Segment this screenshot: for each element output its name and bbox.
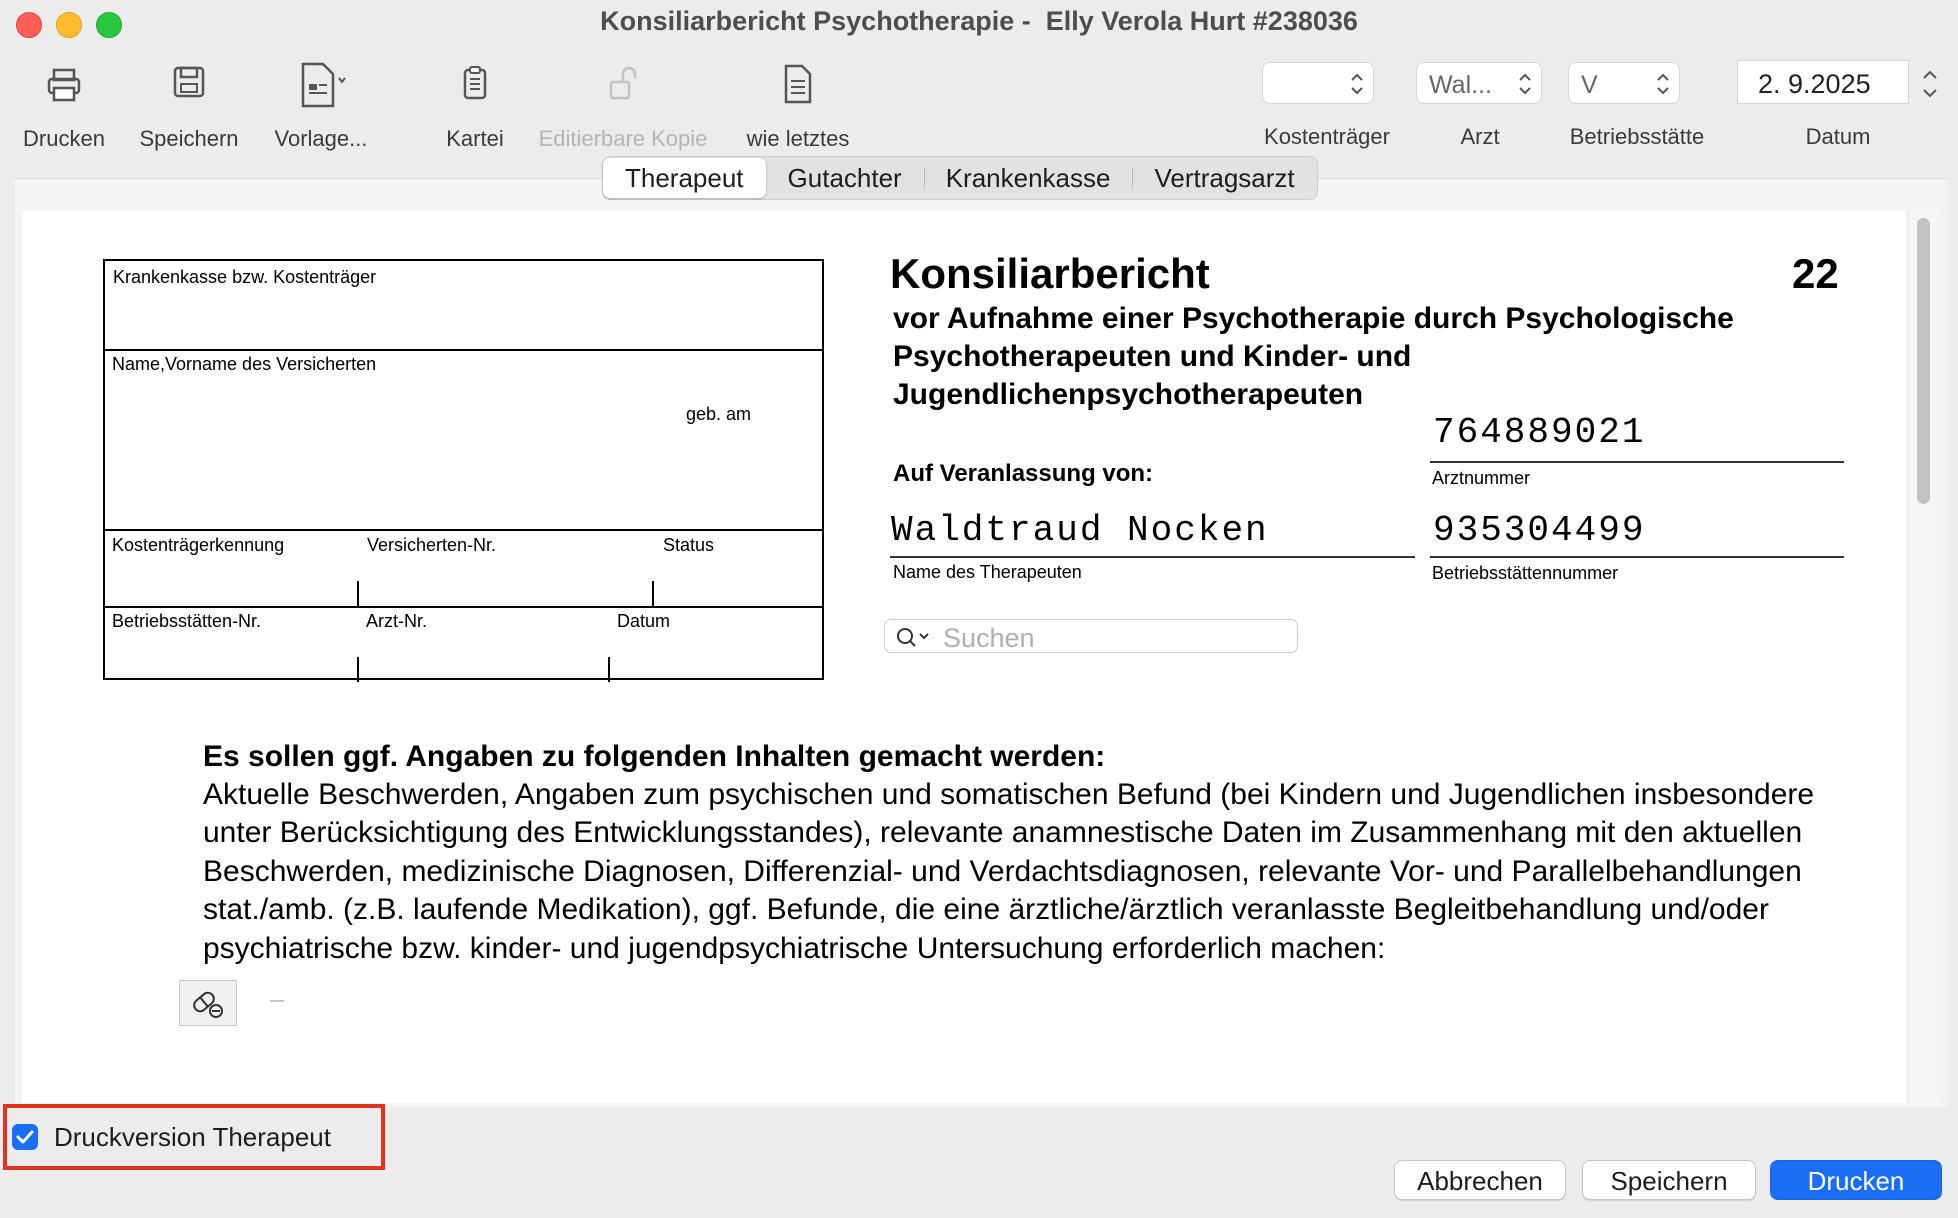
arzt-label: Arzt bbox=[1460, 124, 1500, 149]
therapeut-name-label: Name des Therapeuten bbox=[893, 562, 1082, 582]
tab-gutachter[interactable]: Gutachter bbox=[787, 163, 902, 193]
editable-copy-toolbar-button[interactable] bbox=[532, 58, 714, 152]
save-toolbar-button[interactable] bbox=[134, 58, 244, 152]
arztnummer-value[interactable]: 764889021 bbox=[1433, 412, 1646, 453]
print-button[interactable]: Drucken bbox=[1770, 1160, 1942, 1200]
divider bbox=[105, 606, 822, 608]
document-subtitle: vor Aufnahme einer Psychotherapie durch Psychologische Psychotherapeuten und Kinder- und Jugendlichenpsychotherapeuten bbox=[893, 302, 1734, 411]
datum-label: Datum bbox=[1805, 124, 1871, 149]
print-version-checkbox[interactable] bbox=[12, 1124, 38, 1150]
save-toolbar-label: Speichern bbox=[139, 126, 239, 151]
updown-chevron-icon bbox=[1517, 69, 1533, 99]
scrollbar-thumb[interactable] bbox=[1917, 218, 1930, 504]
kartei-toolbar-button[interactable] bbox=[440, 58, 510, 152]
betriebsstaette-select[interactable] bbox=[1568, 62, 1680, 104]
updown-chevron-icon bbox=[1655, 69, 1671, 99]
underline bbox=[1430, 461, 1844, 463]
form-number: 22 bbox=[1792, 250, 1839, 297]
save-disk-icon bbox=[169, 58, 209, 110]
search-icon bbox=[895, 626, 935, 648]
divider bbox=[105, 349, 822, 351]
title-bar bbox=[0, 0, 1958, 46]
search-field[interactable] bbox=[884, 619, 1298, 653]
divider bbox=[105, 529, 822, 531]
divider bbox=[608, 657, 610, 682]
therapeut-name-value[interactable]: Waldtraud Nocken bbox=[891, 510, 1269, 551]
unlock-icon bbox=[603, 58, 643, 110]
search-placeholder: Suchen bbox=[943, 623, 1035, 653]
print-version-label[interactable]: Druckversion Therapeut bbox=[54, 1122, 331, 1152]
geb-label: geb. am bbox=[686, 404, 752, 424]
like-last-toolbar-label: wie letztes bbox=[746, 126, 850, 151]
template-toolbar-label: Vorlage... bbox=[274, 126, 368, 151]
printer-icon bbox=[44, 58, 84, 110]
section-text: Aktuelle Beschwerden, Angaben zum psychischen und somatischen Befund (bei Kindern und Jugendlichen insbesondere unter Berücksichtigung des Entwicklungsstandes), relevante anamnestische Daten im Zusammenhang mit den aktuellen Beschwerden, medizinische Diagnosen, Differenzial- und Verdachtsdiagnosen, relevante Vor- und Parallelbehandlungen stat./amb. (z.B. laufende Medikation), ggf. Befunde, die eine ärztliche/ärztlich veranlasste Begleitbehandlung und/oder psychiatrische bzw. kinder- und jugendpsychiatrische Untersuchung erforderlich machen: bbox=[203, 778, 1815, 965]
document-title: Konsiliarbericht bbox=[890, 250, 1210, 297]
editable-copy-toolbar-label: Editierbare Kopie bbox=[538, 126, 708, 151]
cancel-button[interactable]: Abbrechen bbox=[1394, 1160, 1566, 1200]
clipboard-icon bbox=[455, 58, 495, 110]
section-title: Es sollen ggf. Angaben zu folgenden Inhalten gemacht werden: bbox=[203, 740, 1106, 773]
betriebsstaette-label: Betriebsstätte bbox=[1569, 124, 1705, 149]
template-document-icon bbox=[291, 58, 351, 110]
date-field[interactable]: 2. 9.2025 bbox=[1737, 60, 1909, 104]
divider bbox=[357, 657, 359, 682]
underline bbox=[1430, 556, 1844, 558]
betriebsstaetten-nr-label: Betriebsstätten-Nr. bbox=[112, 611, 262, 631]
tab-vertragsarzt[interactable]: Vertragsarzt bbox=[1132, 158, 1316, 198]
insert-text-button[interactable] bbox=[179, 980, 237, 1026]
tab-bar bbox=[602, 156, 1318, 200]
auf-veranlassung-label: Auf Veranlassung von: bbox=[893, 460, 1154, 487]
patient-header-box bbox=[103, 259, 824, 680]
name-label: Name,Vorname des Versicherten bbox=[112, 354, 377, 374]
arztnummer-label: Arztnummer bbox=[1432, 468, 1531, 488]
like-last-toolbar-button[interactable] bbox=[738, 58, 858, 152]
pill-icon bbox=[180, 981, 238, 1027]
document-icon bbox=[778, 58, 818, 110]
placeholder-dash bbox=[270, 1000, 284, 1002]
divider bbox=[357, 581, 359, 606]
tab-therapeut[interactable]: Therapeut bbox=[603, 158, 766, 198]
arzt-value: Wal... bbox=[1429, 71, 1492, 99]
window-title: Konsiliarbericht Psychotherapie - Elly Verola Hurt #238036 bbox=[600, 6, 1358, 36]
kartei-toolbar-label: Kartei bbox=[446, 126, 504, 151]
status-label: Status bbox=[663, 535, 715, 555]
kostentraegerkennung-label: Kostenträgerkennung bbox=[112, 535, 285, 555]
template-toolbar-button[interactable] bbox=[266, 58, 376, 152]
kostentraeger-select[interactable] bbox=[1262, 62, 1374, 104]
date-stepper[interactable] bbox=[1918, 64, 1942, 104]
save-button[interactable]: Speichern bbox=[1582, 1160, 1756, 1200]
kostentraeger-label: Kostenträger bbox=[1264, 124, 1390, 149]
tab-krankenkasse[interactable]: Krankenkasse bbox=[924, 158, 1133, 198]
divider bbox=[652, 581, 654, 606]
underline bbox=[890, 556, 1415, 558]
betriebsstaettennummer-label: Betriebsstättennummer bbox=[1432, 563, 1619, 583]
arzt-nr-label: Arzt-Nr. bbox=[366, 611, 427, 631]
versicherten-nr-label: Versicherten-Nr. bbox=[367, 535, 497, 555]
form-datum-label: Datum bbox=[617, 611, 671, 631]
checkmark-icon bbox=[12, 1124, 38, 1150]
kasse-label: Krankenkasse bzw. Kostenträger bbox=[113, 267, 377, 287]
betriebsstaette-value: V bbox=[1581, 71, 1598, 99]
print-toolbar-button[interactable] bbox=[18, 58, 110, 152]
arzt-select[interactable] bbox=[1416, 62, 1542, 104]
betriebsstaettennummer-value[interactable]: 935304499 bbox=[1433, 510, 1646, 551]
updown-chevron-icon bbox=[1349, 69, 1365, 99]
print-toolbar-label: Drucken bbox=[23, 126, 105, 151]
